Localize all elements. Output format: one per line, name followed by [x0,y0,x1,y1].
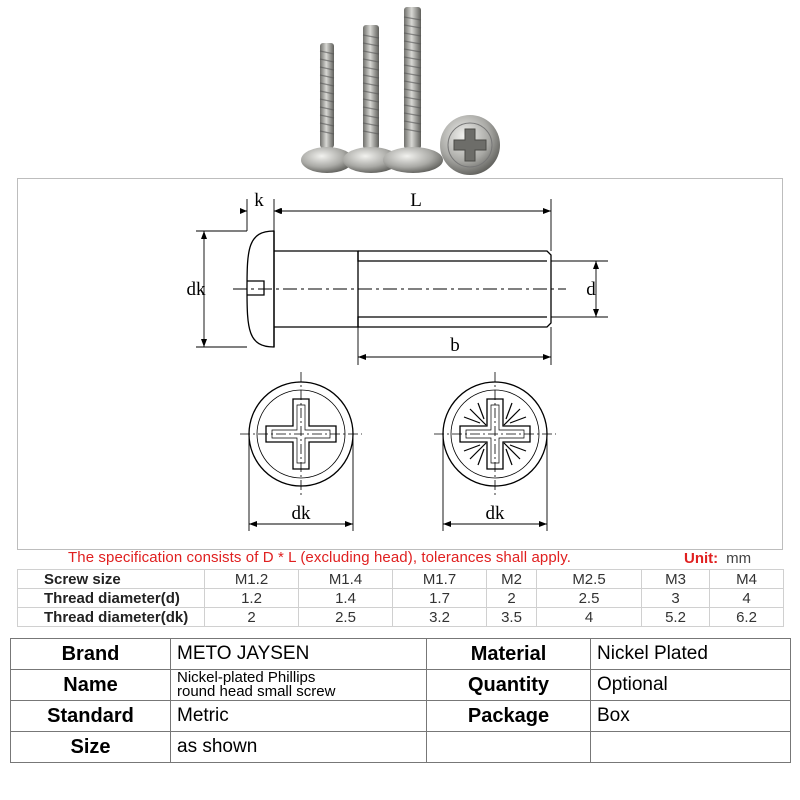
row-header: Screw size [18,570,205,589]
brand-label: Brand [11,639,171,670]
unit-label: Unit: [684,550,719,567]
name-value-line-2: round head small screw [177,683,336,700]
table-cell: M1.2 [205,570,299,589]
label-b: b [450,335,460,356]
name-label: Name [11,670,171,701]
table-cell: M3 [642,570,710,589]
drawing-svg [18,179,784,551]
row-header: Thread diameter(dk) [18,608,205,627]
label-dk-front-2: dk [485,503,505,524]
package-value: Box [591,701,791,732]
spec-table [17,569,784,627]
screw-long [383,7,443,173]
spec-note: The specification consists of D * L (excluding head), tolerances shall apply. [68,549,571,566]
table-cell: M1.4 [299,570,393,589]
size-label: Size [11,732,171,763]
standard-label: Standard [11,701,171,732]
attributes-table [10,638,791,763]
table-cell: M2 [487,570,537,589]
table-cell: 4 [710,589,784,608]
unit-indicator [684,550,751,567]
table-cell: 1.4 [299,589,393,608]
technical-drawing [17,178,783,550]
table-cell: 3.5 [487,608,537,627]
standard-value: Metric [171,701,427,732]
brand-value: METO JAYSEN [171,639,427,670]
table-row [18,608,784,627]
table-cell: 2.5 [299,608,393,627]
table-row [11,701,791,732]
material-value: Nickel Plated [591,639,791,670]
table-cell: 2 [205,608,299,627]
table-row [11,639,791,670]
table-cell: 3.2 [393,608,487,627]
table-cell: 1.2 [205,589,299,608]
screw-head-front [440,115,500,175]
table-cell: 6.2 [710,608,784,627]
label-L: L [410,190,422,211]
label-dk-side: dk [186,279,206,300]
size-value: as shown [171,732,427,763]
table-cell: M1.7 [393,570,487,589]
table-row [11,670,791,701]
screw-short [301,43,353,173]
empty-cell [591,732,791,763]
table-cell: 5.2 [642,608,710,627]
table-cell: M4 [710,570,784,589]
table-cell: 2.5 [537,589,642,608]
screw-medium [343,25,399,173]
package-label: Package [427,701,591,732]
quantity-label: Quantity [427,670,591,701]
name-value [171,670,427,701]
label-d: d [586,279,596,300]
table-row [18,570,784,589]
table-row [18,589,784,608]
row-header: Thread diameter(d) [18,589,205,608]
label-k: k [254,190,264,211]
table-cell: 3 [642,589,710,608]
head-slot [247,281,264,295]
empty-cell [427,732,591,763]
table-cell: 1.7 [393,589,487,608]
label-dk-front-1: dk [291,503,311,524]
table-row [11,732,791,763]
quantity-value: Optional [591,670,791,701]
table-cell: 4 [537,608,642,627]
table-cell: M2.5 [537,570,642,589]
material-label: Material [427,639,591,670]
product-photo [290,5,510,175]
name-value-line-1: Nickel-plated Phillips [177,669,316,686]
unit-value: mm [726,550,752,567]
table-cell: 2 [487,589,537,608]
